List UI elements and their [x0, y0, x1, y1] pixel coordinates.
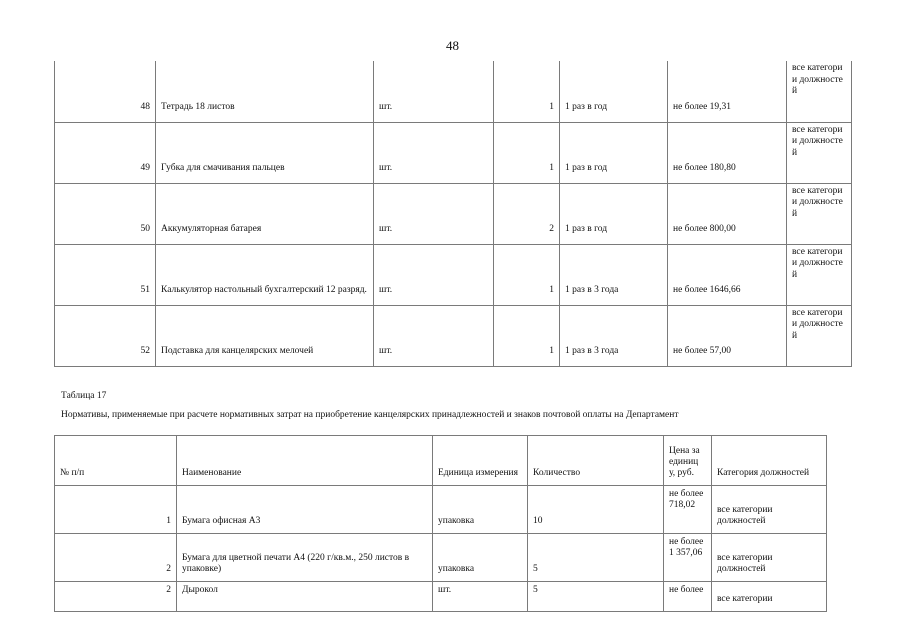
item-quantity: 10: [528, 486, 664, 534]
item-category: все категории: [712, 582, 827, 612]
header-unit: Единица измерения: [433, 436, 528, 486]
table-row: [55, 122, 852, 183]
item-name: Аккумуляторная батарея: [156, 183, 374, 244]
item-frequency: 1 раз в год: [560, 122, 668, 183]
row-number: 2: [55, 534, 177, 582]
item-frequency: 1 раз в 3 года: [560, 244, 668, 305]
item-name: Губка для смачивания пальцев: [156, 122, 374, 183]
item-frequency: 1 раз в год: [560, 183, 668, 244]
item-quantity: 1: [494, 61, 560, 122]
item-unit: шт.: [374, 183, 494, 244]
row-number: 1: [55, 486, 177, 534]
item-quantity: 5: [528, 582, 664, 612]
item-category: все категории должностей: [712, 486, 827, 534]
header-quantity: Количество: [528, 436, 664, 486]
item-price: не более 1646,66: [668, 244, 787, 305]
item-category: все категории должносте й: [787, 61, 852, 122]
header-num: № п/п: [55, 436, 177, 486]
table-row: [55, 486, 827, 534]
item-price: не более 57,00: [668, 305, 787, 366]
item-price: не более 19,31: [668, 61, 787, 122]
item-unit: шт.: [374, 244, 494, 305]
item-quantity: 2: [494, 183, 560, 244]
header-price: Цена за единиц у, руб.: [664, 436, 712, 486]
row-number: 48: [55, 61, 156, 122]
table-row: [55, 183, 852, 244]
item-name: Калькулятор настольный бухгалтерский 12 разряд.: [156, 244, 374, 305]
item-price: не более 718,02: [664, 486, 712, 534]
item-category: все категории должностей: [712, 534, 827, 582]
item-unit: упаковка: [433, 486, 528, 534]
item-name: Тетрадь 18 листов: [156, 61, 374, 122]
row-number: 2: [55, 582, 177, 612]
table-header-row: [55, 436, 827, 486]
item-frequency: 1 раз в год: [560, 61, 668, 122]
item-name: Бумага для цветной печати А4 (220 г/кв.м., 250 листов в упаковке): [177, 534, 433, 582]
row-number: 49: [55, 122, 156, 183]
item-category: все категории должносте й: [787, 122, 852, 183]
table-row: [55, 582, 827, 612]
item-quantity: 1: [494, 244, 560, 305]
upper-table: [54, 61, 852, 367]
item-name: Бумага офисная А3: [177, 486, 433, 534]
header-category: Категория должностей: [712, 436, 827, 486]
item-price: не более 1 357,06: [664, 534, 712, 582]
item-unit: упаковка: [433, 534, 528, 582]
table-caption: Нормативы, применяемые при расчете нормативных затрат на приобретение канцелярских принадлежностей и знаков почтовой оплаты на Департамент: [61, 410, 679, 420]
row-number: 51: [55, 244, 156, 305]
item-category: все категории должносте й: [787, 183, 852, 244]
table-row: [55, 244, 852, 305]
table-row: [55, 305, 852, 366]
item-category: все категории должносте й: [787, 305, 852, 366]
header-name: Наименование: [177, 436, 433, 486]
item-name: Дырокол: [177, 582, 433, 612]
item-frequency: 1 раз в 3 года: [560, 305, 668, 366]
item-quantity: 5: [528, 534, 664, 582]
item-category: все категории должносте й: [787, 244, 852, 305]
row-number: 52: [55, 305, 156, 366]
row-number: 50: [55, 183, 156, 244]
item-unit: шт.: [374, 61, 494, 122]
table-label: Таблица 17: [61, 391, 107, 401]
item-price: не более: [664, 582, 712, 612]
item-name: Подставка для канцелярских мелочей: [156, 305, 374, 366]
item-quantity: 1: [494, 122, 560, 183]
item-quantity: 1: [494, 305, 560, 366]
table-17: [54, 435, 827, 612]
table-row: [55, 534, 827, 582]
item-price: не более 800,00: [668, 183, 787, 244]
item-unit: шт.: [374, 122, 494, 183]
page-number: 48: [446, 38, 459, 53]
item-unit: шт.: [433, 582, 528, 612]
table-row: [55, 61, 852, 122]
item-unit: шт.: [374, 305, 494, 366]
item-price: не более 180,80: [668, 122, 787, 183]
